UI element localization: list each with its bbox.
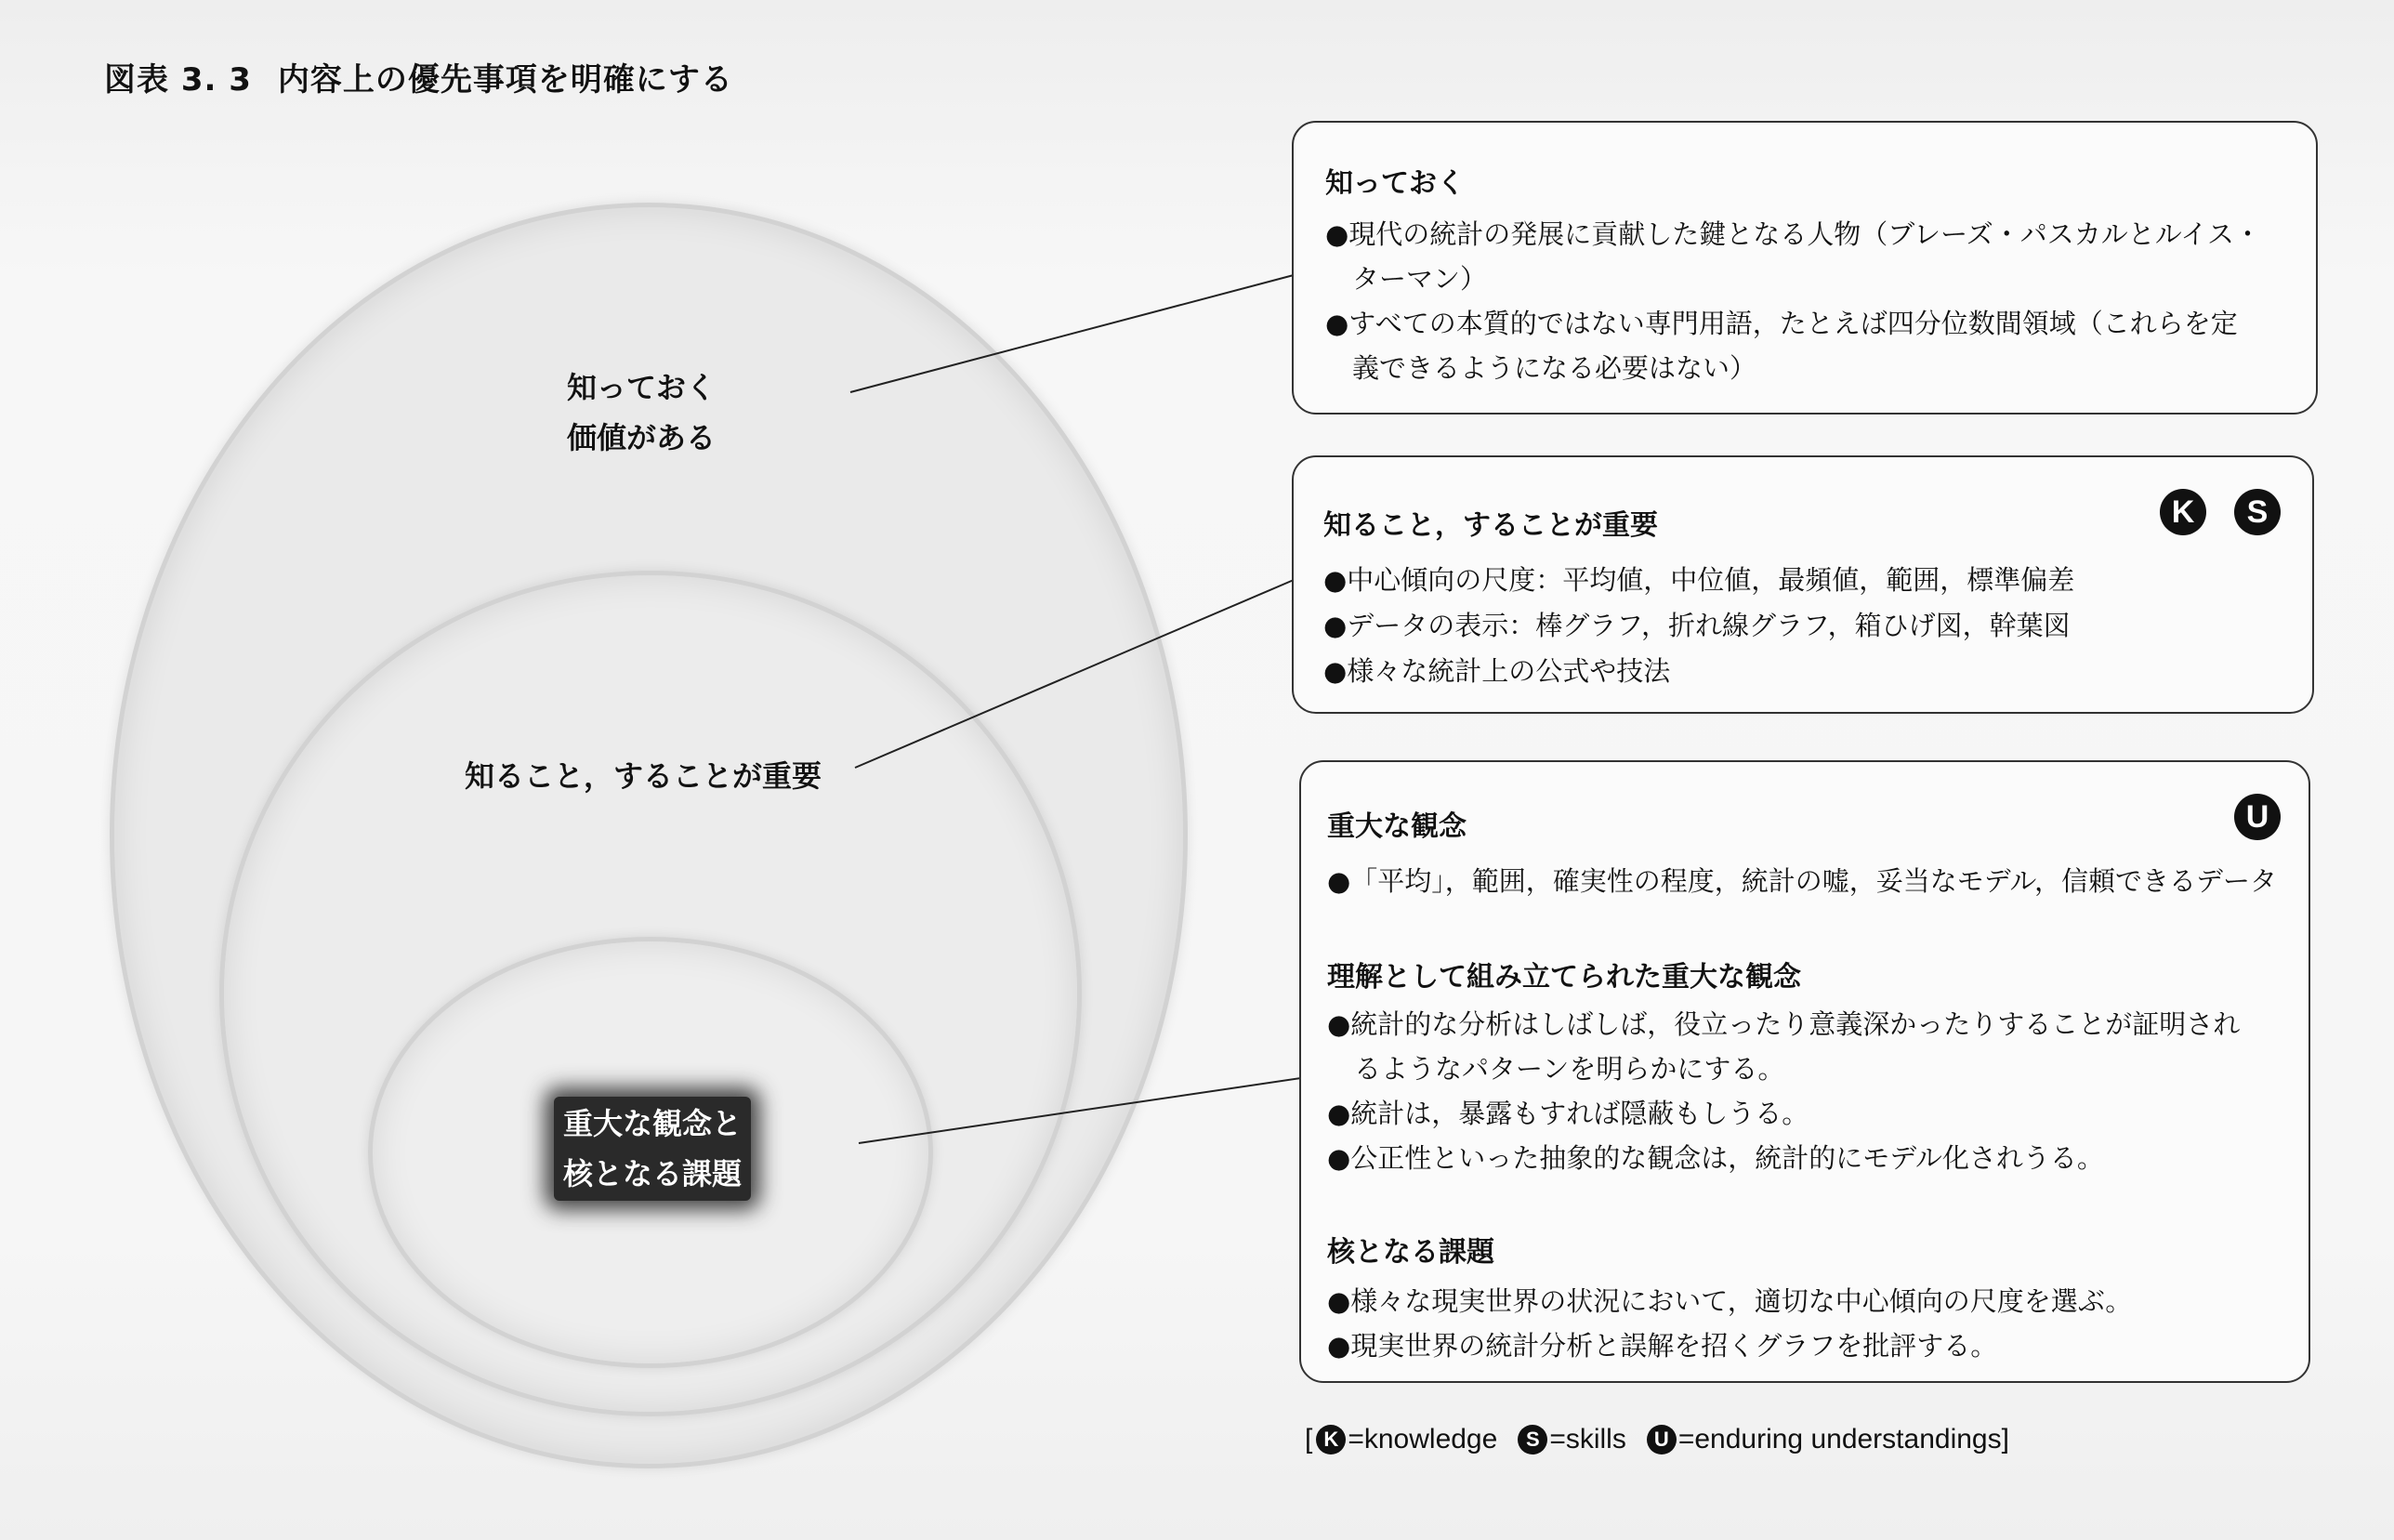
leader-line-inner <box>859 1078 1301 1143</box>
leader-line-outer <box>850 275 1294 392</box>
box-important-list: ●中心傾向の尺度：平均値，中位値，最頻値，範囲，標準偏差 ●データの表示：棒グラフ，折れ線グラフ，箱ひげ図，幹葉図 ●様々な統計上の公式や技法 <box>1323 564 2075 687</box>
knowledge-badge-icon: K <box>2160 489 2206 535</box>
understandings-list: ●統計的な分析はしばしば，役立ったり意義深かったりすることが証明され るようなパターンを明らかにする。 ●統計は，暴露もすれば隠蔽もしうる。 ●公正性といった抽象的な観念は，統計的にモデル化されうる。 <box>1327 1008 2241 1174</box>
core-tasks-list: ●様々な現実世界の状況において，適切な中心傾向の尺度を選ぶ。 ●現実世界の統計分析と誤解を招くグラフを批評する。 <box>1327 1285 2133 1362</box>
skills-badge-icon: S <box>2234 489 2281 535</box>
legend-understandings-text: =enduring understandings] <box>1677 1424 2009 1454</box>
box-worth-knowing <box>1292 121 2318 415</box>
legend-open-bracket: [ <box>1305 1424 1313 1454</box>
box-important-to-know <box>1292 455 2314 714</box>
box-big-ideas <box>1299 760 2310 1383</box>
legend <box>1305 1424 2009 1455</box>
box-worth-knowing-heading: 知っておく <box>1325 167 1465 200</box>
core-tasks-heading: 核となる課題 <box>1327 1236 1494 1269</box>
inner-ellipse-label: 重大な観念と 核となる課題 <box>554 1097 751 1201</box>
figure-number: 図表 3. 3 <box>104 61 252 99</box>
big-ideas-list: ●「平均」，範囲，確実性の程度，統計の嘘，妥当なモデル，信頼できるデータ <box>1327 865 2278 897</box>
leader-line-middle <box>855 580 1294 768</box>
understandings-badge-icon: U <box>2234 794 2281 840</box>
figure-title-text: 内容上の優先事項を明確にする <box>277 61 733 99</box>
outer-ellipse-label: 知っておく 価値がある <box>567 370 717 455</box>
legend-understandings-icon: U <box>1647 1425 1677 1454</box>
legend-knowledge-text: =knowledge <box>1348 1424 1498 1454</box>
legend-skills-text: =skills <box>1549 1424 1626 1454</box>
understandings-heading: 理解として組み立てられた重大な観念 <box>1327 961 1801 994</box>
box-worth-knowing-list: ●現代の統計の発展に貢献した鍵となる人物（ブレーズ・パスカルとルイス・ ターマン） ●すべての本質的ではない専門用語，たとえば四分位数間領域（これらを定 義できるようになる必要はない） <box>1325 218 2261 384</box>
legend-knowledge-icon: K <box>1316 1425 1346 1454</box>
middle-ellipse-label: 知ること，することが重要 <box>465 758 822 794</box>
legend-skills-icon: S <box>1518 1425 1547 1454</box>
box-important-heading: 知ること，することが重要 <box>1323 509 1658 542</box>
big-ideas-heading: 重大な観念 <box>1327 810 1467 843</box>
